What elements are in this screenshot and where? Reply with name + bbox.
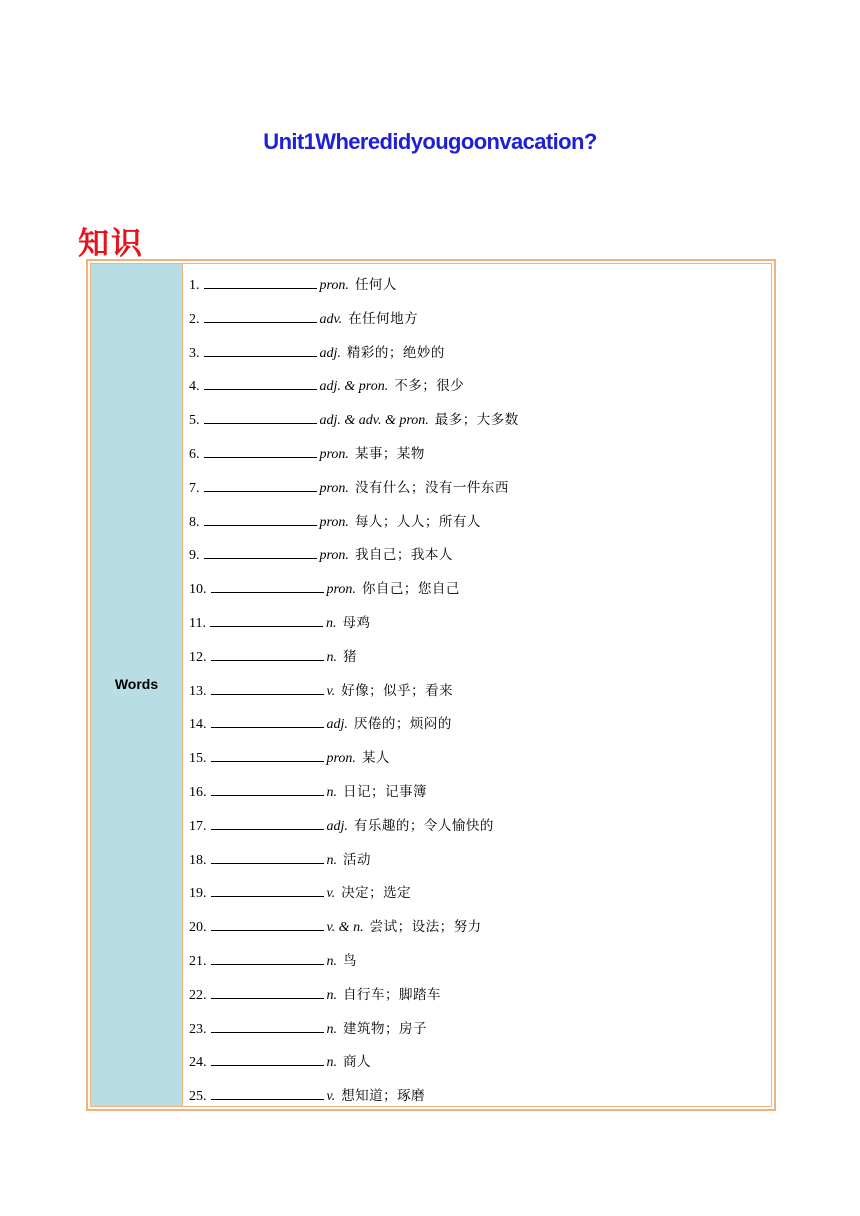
word-item	[189, 951, 767, 985]
word-item	[189, 545, 767, 579]
item-number: 19.	[189, 886, 207, 902]
document-title: Unit1Wheredidyougoonvacation?	[263, 129, 597, 154]
word-meaning: 决定；选定	[341, 885, 412, 902]
word-item	[189, 376, 767, 410]
word-meaning: 每人；人人；所有人	[354, 513, 481, 530]
answer-blank[interactable]	[211, 985, 324, 999]
word-meaning: 在任何地方	[348, 310, 419, 327]
answer-blank[interactable]	[211, 714, 324, 728]
word-item	[189, 478, 767, 512]
word-meaning: 尝试；设法；努力	[369, 919, 482, 936]
part-of-speech: adj. & adv. & pron.	[319, 413, 429, 429]
answer-blank[interactable]	[204, 309, 317, 323]
word-item	[189, 579, 767, 613]
word-meaning: 猪	[343, 648, 357, 665]
answer-blank[interactable]	[204, 478, 317, 492]
word-item	[189, 309, 767, 343]
word-meaning: 你自己；您自己	[361, 581, 460, 598]
item-number: 9.	[189, 548, 200, 564]
word-item	[189, 1019, 767, 1053]
word-meaning: 自行车；脚踏车	[343, 986, 441, 1003]
item-number: 8.	[189, 514, 200, 530]
word-item	[189, 782, 767, 816]
item-number: 5.	[189, 413, 200, 429]
item-number: 1.	[189, 278, 200, 293]
word-meaning: 商人	[343, 1054, 371, 1071]
part-of-speech: pron.	[319, 480, 349, 496]
word-item	[189, 512, 767, 546]
word-meaning: 有乐趣的；令人愉快的	[353, 817, 494, 834]
part-of-speech: v.	[326, 1089, 336, 1105]
item-number: 18.	[189, 852, 207, 868]
word-meaning: 建筑物；房子	[343, 1020, 427, 1037]
answer-blank[interactable]	[211, 1086, 324, 1100]
item-number: 14.	[189, 717, 207, 733]
item-number: 3.	[189, 345, 200, 361]
item-number: 10.	[189, 582, 207, 598]
answer-blank[interactable]	[211, 816, 324, 830]
label-cell	[91, 264, 183, 1106]
word-meaning: 某人	[361, 750, 390, 767]
word-meaning: 想知道；琢磨	[341, 1088, 426, 1105]
item-number: 23.	[189, 1021, 207, 1037]
item-number: 6.	[189, 446, 200, 462]
part-of-speech: n.	[326, 852, 337, 868]
item-number: 4.	[189, 379, 200, 395]
part-of-speech: pron.	[326, 582, 356, 598]
words-label: Words	[114, 676, 159, 692]
word-item	[189, 917, 767, 951]
part-of-speech: adj.	[326, 818, 348, 834]
word-meaning: 没有什么；没有一件东西	[354, 479, 509, 496]
word-meaning: 最多；大多数	[434, 412, 519, 429]
word-item	[189, 275, 767, 309]
part-of-speech: pron.	[319, 446, 349, 462]
item-number: 7.	[189, 480, 200, 496]
part-of-speech: n.	[325, 615, 337, 631]
word-item	[189, 1052, 767, 1086]
word-meaning: 不多；很少	[394, 378, 465, 395]
word-item	[189, 714, 767, 748]
answer-blank[interactable]	[211, 1019, 324, 1033]
word-item	[189, 343, 767, 377]
answer-blank[interactable]	[204, 410, 317, 424]
answer-blank[interactable]	[211, 883, 324, 897]
answer-blank[interactable]	[211, 782, 324, 796]
word-item	[189, 1086, 767, 1120]
part-of-speech: pron.	[319, 514, 349, 530]
section-heading: 知识	[78, 226, 144, 262]
item-number: 12.	[189, 649, 207, 665]
word-list	[189, 275, 767, 1120]
word-item	[189, 410, 767, 444]
item-number: 2.	[189, 311, 200, 327]
item-number: 17.	[189, 818, 207, 834]
word-meaning: 某事；某物	[354, 445, 425, 462]
word-item	[189, 985, 767, 1019]
part-of-speech: v.	[326, 886, 336, 902]
word-item	[189, 613, 767, 647]
answer-blank[interactable]	[204, 545, 317, 559]
answer-blank[interactable]	[204, 376, 317, 390]
word-meaning: 母鸡	[342, 614, 371, 631]
answer-blank[interactable]	[210, 613, 323, 627]
part-of-speech: pron.	[326, 751, 356, 767]
answer-blank[interactable]	[204, 444, 317, 458]
answer-blank[interactable]	[211, 748, 324, 762]
part-of-speech: v.	[326, 683, 336, 699]
word-item	[189, 850, 767, 884]
part-of-speech: n.	[326, 1021, 337, 1037]
part-of-speech: adj. & pron.	[319, 379, 389, 395]
item-number: 24.	[189, 1055, 207, 1071]
word-meaning: 日记；记事簿	[343, 783, 427, 800]
word-meaning: 厌倦的；烦闷的	[353, 716, 452, 733]
part-of-speech: pron.	[319, 548, 349, 564]
part-of-speech: adj.	[319, 345, 341, 361]
part-of-speech: v. & n.	[326, 920, 364, 936]
words-table	[86, 259, 776, 1111]
item-number: 20.	[189, 920, 207, 936]
item-number: 25.	[189, 1089, 207, 1105]
word-meaning: 鸟	[343, 952, 357, 969]
part-of-speech: n.	[326, 649, 337, 665]
word-meaning: 精彩的；绝妙的	[346, 344, 445, 361]
answer-blank[interactable]	[211, 850, 324, 864]
part-of-speech: n.	[326, 953, 337, 969]
answer-blank[interactable]	[204, 512, 317, 526]
item-number: 21.	[189, 953, 207, 969]
item-number: 13.	[189, 683, 207, 699]
answer-blank[interactable]	[211, 917, 324, 931]
word-item	[189, 816, 767, 850]
answer-blank[interactable]	[211, 579, 324, 593]
word-item	[189, 444, 767, 478]
answer-blank[interactable]	[211, 647, 324, 661]
item-number: 11.	[189, 615, 206, 631]
item-number: 16.	[189, 784, 207, 800]
answer-blank[interactable]	[211, 951, 324, 965]
answer-blank[interactable]	[204, 343, 317, 357]
word-meaning: 活动	[343, 851, 371, 868]
word-meaning: 任何人	[354, 277, 397, 293]
word-item	[189, 883, 767, 917]
answer-blank[interactable]	[211, 681, 324, 695]
word-item	[189, 681, 767, 715]
words-table-inner	[90, 263, 772, 1107]
part-of-speech: adj.	[326, 717, 348, 733]
word-meaning: 我自己；我本人	[354, 547, 453, 564]
part-of-speech: n.	[326, 1055, 337, 1071]
part-of-speech: pron.	[319, 278, 349, 293]
part-of-speech: n.	[326, 987, 337, 1003]
word-meaning: 好像；似乎；看来	[341, 682, 454, 699]
part-of-speech: adv.	[319, 311, 343, 327]
part-of-speech: n.	[326, 784, 337, 800]
answer-blank[interactable]	[204, 275, 317, 289]
word-item	[189, 647, 767, 681]
item-number: 15.	[189, 751, 207, 767]
word-item	[189, 748, 767, 782]
item-number: 22.	[189, 987, 207, 1003]
answer-blank[interactable]	[211, 1052, 324, 1066]
